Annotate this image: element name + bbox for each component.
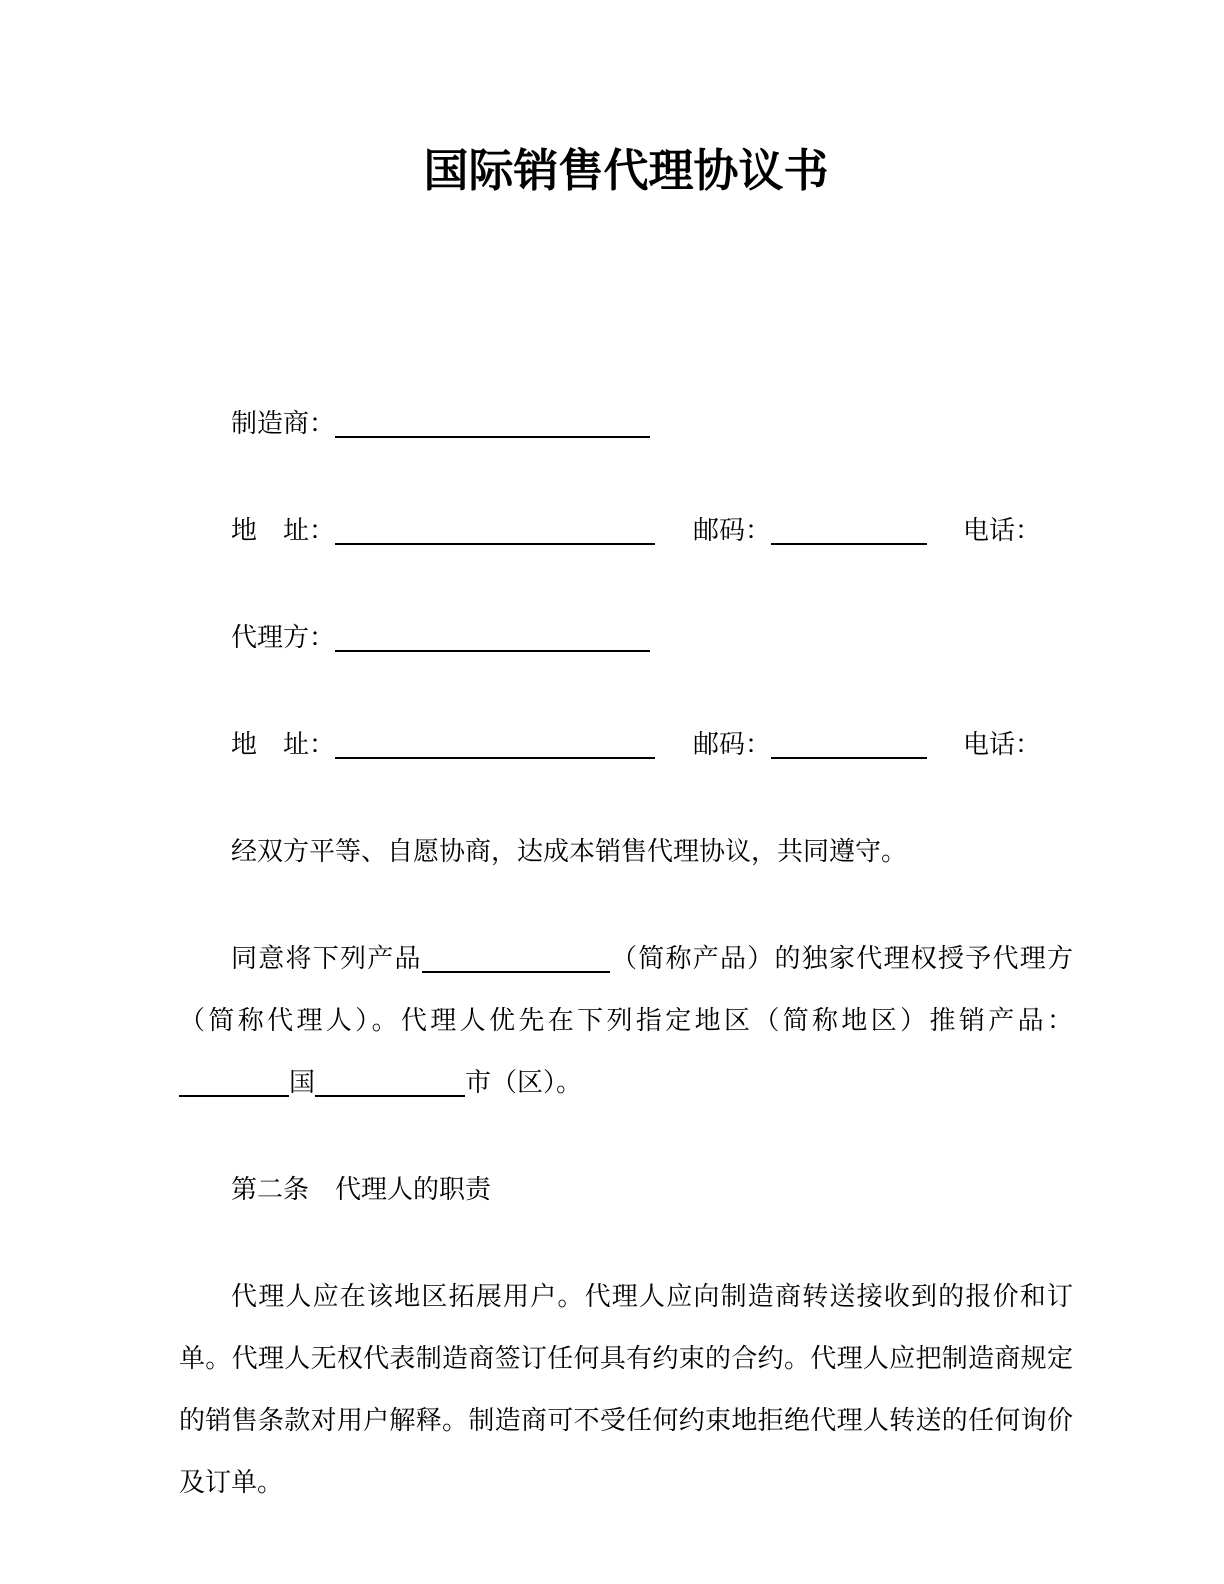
manufacturer-address-row — [179, 500, 1073, 562]
agent-address-row — [179, 714, 1073, 776]
region-blank-line[interactable] — [179, 1069, 289, 1097]
phone-label: 电话： — [963, 730, 1042, 759]
clause1-text-segment: （简称产品）的独家代理权授予代理方（简称代理人）。代理人优先在下列指定地区（简称地区）推销产品： — [179, 944, 1073, 1035]
manufacturer-postcode-blank-line[interactable] — [771, 517, 927, 545]
document-title: 国际销售代理协议书 — [423, 145, 829, 196]
manufacturer-address-blank-line[interactable] — [335, 517, 655, 545]
clause1-paragraph — [179, 928, 1073, 1114]
clause1-text-segment: 国 — [289, 1068, 316, 1097]
manufacturer-blank-line[interactable] — [335, 410, 650, 438]
agent-postcode-blank-line[interactable] — [771, 731, 927, 759]
clause1-text-segment: 同意将下列产品 — [231, 944, 422, 973]
manufacturer-label: 制造商： — [231, 409, 336, 438]
agent-address-blank-line[interactable] — [335, 731, 655, 759]
address-label: 地 址： — [231, 516, 336, 545]
agent-label: 代理方： — [231, 623, 336, 652]
agent-blank-line[interactable] — [335, 624, 650, 652]
document-content — [179, 0, 1073, 1514]
agent-row — [179, 607, 1073, 669]
preamble-paragraph: 经双方平等、自愿协商，达成本销售代理协议，共同遵守。 — [231, 837, 908, 866]
phone-label: 电话： — [963, 516, 1042, 545]
product-name-blank-line[interactable] — [422, 945, 610, 973]
clause1-text-segment: 市（区）。 — [465, 1068, 583, 1097]
city-blank-line[interactable] — [315, 1069, 465, 1097]
postcode-label: 邮码： — [693, 730, 772, 759]
clause2-paragraph: 代理人应在该地区拓展用户。代理人应向制造商转送接收到的报价和订单。代理人无权代表制造商签订任何具有约束的合约。代理人应把制造商规定的销售条款对用户解释。制造商可不受任何约束地拒绝代理人转送的任何询价及订单。 — [179, 1282, 1073, 1497]
manufacturer-row — [179, 393, 1073, 455]
address-label: 地 址： — [231, 730, 336, 759]
postcode-label: 邮码： — [693, 516, 772, 545]
clause2-heading: 第二条 代理人的职责 — [231, 1175, 492, 1204]
